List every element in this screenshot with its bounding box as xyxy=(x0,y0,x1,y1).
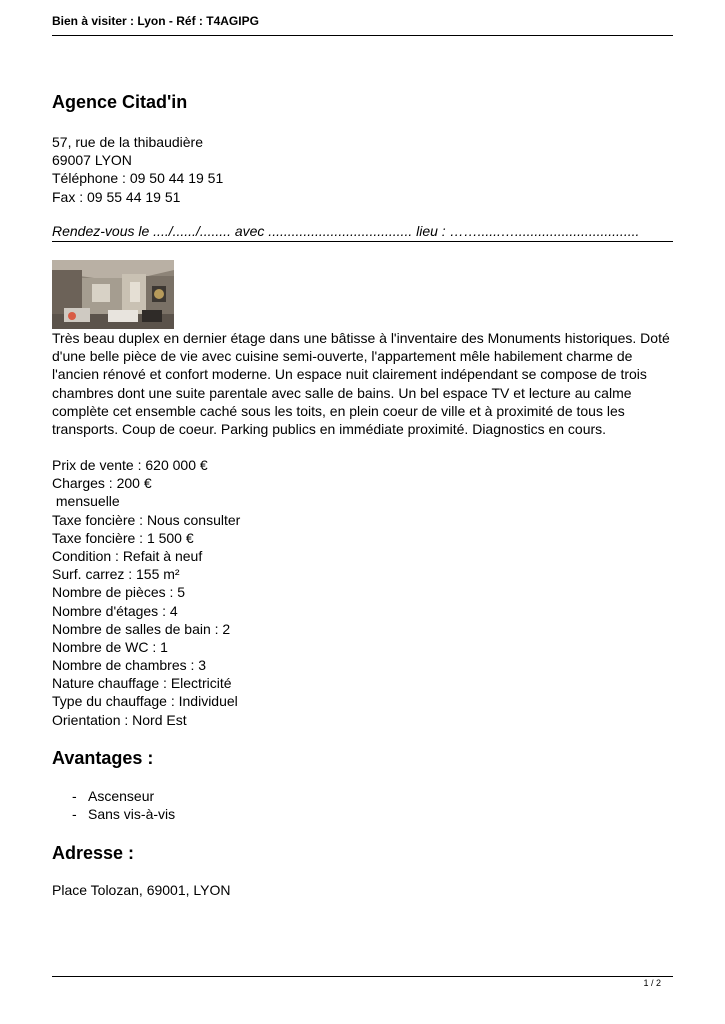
agency-phone: Téléphone : 09 50 44 19 51 xyxy=(52,170,224,187)
property-photo xyxy=(52,260,174,329)
detail-floors: Nombre d'étages : 4 xyxy=(52,602,178,619)
detail-surface: Surf. carrez : 155 m² xyxy=(52,566,180,583)
agency-address-block xyxy=(52,133,223,206)
agency-street: 57, rue de la thibaudière xyxy=(52,134,203,150)
detail-bathrooms: Nombre de salles de bain : 2 xyxy=(52,620,231,637)
detail-condition: Condition : Refait à neuf xyxy=(52,547,203,564)
detail-rooms: Nombre de pièces : 5 xyxy=(52,584,186,601)
advantage-label: Ascenseur xyxy=(88,788,155,804)
header-divider xyxy=(52,35,673,36)
footer-divider xyxy=(52,976,673,977)
appointment-line: Rendez-vous le ..../....../........ avec ..................................... lieu : ……......…................................ xyxy=(52,223,640,239)
bullet-dash: - xyxy=(72,788,77,804)
page-number: 1 / 2 xyxy=(643,978,661,988)
address-heading: Adresse : xyxy=(52,843,135,863)
detail-bedrooms: Nombre de chambres : 3 xyxy=(52,657,207,674)
bullet-dash: - xyxy=(72,806,77,823)
advantages-heading: Avantages : xyxy=(52,748,154,768)
document-header-title: Bien à visiter : Lyon - Réf : T4AGIPG xyxy=(52,14,259,28)
detail-property-tax: Taxe foncière : 1 500 € xyxy=(52,529,194,546)
detail-heating-type: Type du chauffage : Individuel xyxy=(52,693,238,710)
advantages-list xyxy=(72,787,175,823)
appointment-divider xyxy=(52,241,673,242)
detail-orientation: Orientation : Nord Est xyxy=(52,711,187,728)
property-details-list xyxy=(52,456,240,729)
detail-wc: Nombre de WC : 1 xyxy=(52,638,168,655)
agency-fax: Fax : 09 55 44 19 51 xyxy=(52,188,181,205)
detail-property-tax-note: Taxe foncière : Nous consulter xyxy=(52,511,241,528)
detail-charges: Charges : 200 € xyxy=(52,475,152,492)
advantage-label: Sans vis-à-vis xyxy=(88,806,176,823)
property-description: Très beau duplex en dernier étage dans une bâtisse à l'inventaire des Monuments historiques. Doté d'une belle pièce de vie avec cuisine semi-ouverte, l'appartement mêle habilement charme de l'ancien rénové et confort moderne. Un espace nuit clairement indépendant se compose de trois chambres dont une suite parentale avec salle de bains. Un bel espace TV et lecture au calme complète cet ensemble caché sous les toits, en plein coeur de ville et à proximité de tous les transports. Coup de coeur. Parking publics en immédiate proximité. Diagnostics en cours. xyxy=(52,330,670,438)
agency-name: Agence Citad'in xyxy=(52,92,188,112)
list-item xyxy=(72,787,175,805)
property-address: Place Tolozan, 69001, LYON xyxy=(52,882,231,898)
detail-heating-nature: Nature chauffage : Electricité xyxy=(52,675,232,692)
agency-city: 69007 LYON xyxy=(52,152,132,169)
detail-price: Prix de vente : 620 000 € xyxy=(52,457,208,473)
list-item xyxy=(72,805,175,823)
detail-charges-period: mensuelle xyxy=(52,493,120,510)
